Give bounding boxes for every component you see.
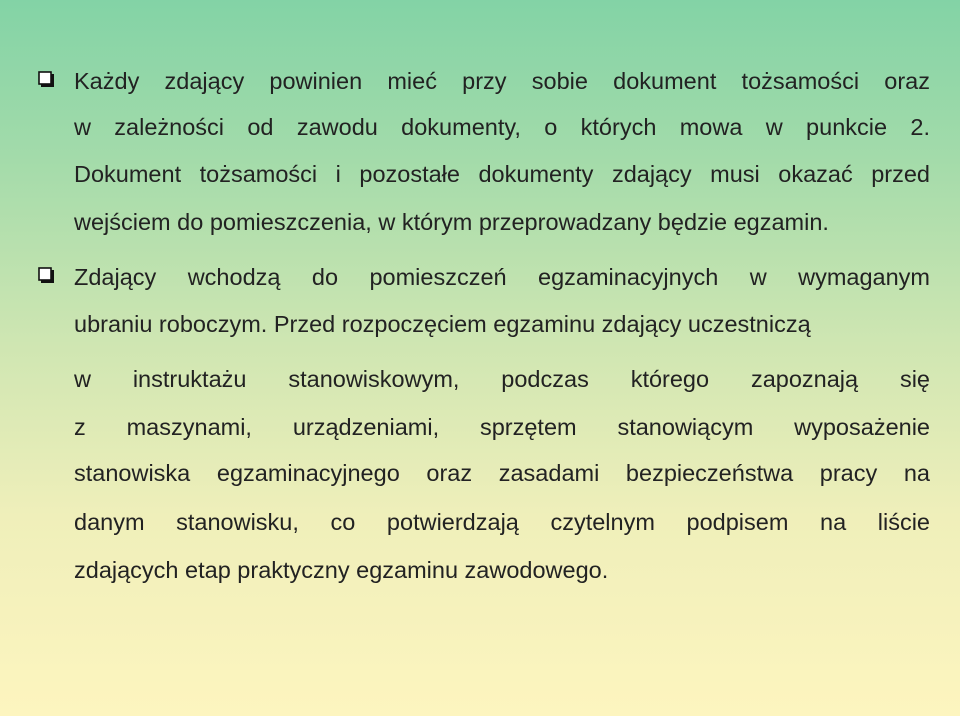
bullet-1-line-3: Dokument tożsamości i pozostałe dokumenty zdający musi okazać przed (74, 161, 930, 187)
bullet-1-line-4: wejściem do pomieszczenia, w którym przeprowadzany będzie egzamin. (74, 209, 829, 235)
bullet-1-line-2: w zależności od zawodu dokumenty, o których mowa w punkcie 2. (74, 114, 930, 140)
bullet-1-line-1: Każdy zdający powinien mieć przy sobie dokument tożsamości oraz (74, 68, 930, 94)
bullet-2-line-7: zdających etap praktyczny egzaminu zawodowego. (74, 557, 609, 583)
checkbox-icon (38, 267, 56, 285)
bullet-2-line-4: z maszynami, urządzeniami, sprzętem stanowiącym wyposażenie (74, 414, 930, 440)
checkbox-icon (38, 71, 56, 89)
bullet-2-line-1: Zdający wchodzą do pomieszczeń egzaminacyjnych w wymaganym (74, 264, 930, 290)
bullet-2-line-5: stanowiska egzaminacyjnego oraz zasadami bezpieczeństwa pracy na (74, 460, 930, 486)
bullet-2-line-3: w instruktażu stanowiskowym, podczas którego zapoznają się (74, 366, 930, 392)
bullet-2-line-2: ubraniu roboczym. Przed rozpoczęciem egzaminu zdający uczestniczą (74, 311, 811, 337)
bullet-2-line-6: danym stanowisku, co potwierdzają czytelnym podpisem na liście (74, 509, 930, 535)
